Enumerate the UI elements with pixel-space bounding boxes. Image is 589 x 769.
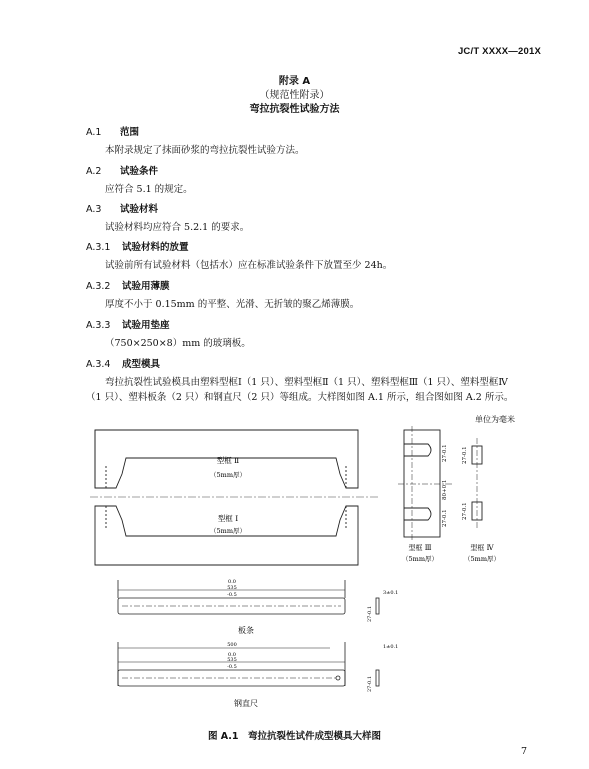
frame-2-label: 型框 Ⅱ: [216, 456, 240, 465]
ruler-tol: 0.0: [228, 652, 236, 658]
section-text: 弯拉抗裂性试验模具由塑料型框Ⅰ（1 只）、塑料型框Ⅱ（1 只）、塑料型框Ⅲ（1 只）、塑料型框Ⅳ（1 只）、塑料板条（2 只）和钢直尺（2 只）等组成。大样图如图 A.1 所示，组合图如图 A.2 所示。: [86, 377, 514, 403]
section-text: 试验前所有试验材料（包括水）应在标准试验条件下放置至少 24h。: [105, 260, 393, 271]
frame-3-label: 型框 Ⅲ: [408, 544, 432, 552]
strip-tol: 0.0: [228, 579, 236, 585]
dim-27b: 27-0.1: [442, 509, 448, 527]
section-number: A.3: [86, 204, 102, 215]
strip-width: 27-0.1: [367, 605, 373, 622]
section-title: 成型模具: [122, 359, 161, 370]
ruler-label: 钢直尺: [234, 699, 258, 708]
ruler-total: 500: [227, 642, 237, 648]
section-number: A.2: [86, 166, 102, 177]
frame-4-label: 型框 Ⅳ: [470, 544, 494, 552]
frame-1-thickness: （5mm厚）: [210, 527, 246, 535]
dim-80: 80+0.1: [442, 479, 448, 500]
section-text: 厚度不小于 0.15mm 的平整、光滑、无折皱的聚乙烯薄膜。: [105, 299, 360, 310]
figure-caption: 图 A.1 弯拉抗裂性试件成型模具大样图: [207, 731, 382, 742]
frame-4-drawing: [472, 438, 482, 530]
section-number: A.3.3: [86, 320, 111, 331]
section-text: 试验材料均应符合 5.2.1 的要求。: [105, 222, 250, 233]
section-text: 应符合 5.1 的规定。: [105, 184, 193, 195]
appendix-name: 弯拉抗裂性试验方法: [249, 104, 340, 115]
ruler-width: 27-0.1: [367, 675, 373, 692]
appendix-title: 附录 A: [278, 76, 311, 87]
section-title: 试验用薄膜: [122, 281, 170, 292]
frame-4-thickness: （5mm厚）: [464, 555, 500, 563]
dim-f4a: 27-0.1: [462, 446, 468, 464]
strip-label: 板条: [238, 626, 254, 635]
strip-tol-neg: -0.5: [227, 592, 237, 598]
ruler-tol-neg: -0.5: [227, 664, 237, 670]
appendix-subtitle: （规范性附录）: [259, 90, 330, 101]
frame-3-thickness: （5mm厚）: [402, 555, 438, 563]
section-number: A.3.1: [86, 242, 111, 253]
frame-1-label: 型框 Ⅰ: [217, 514, 239, 523]
standard-code: JC/T XXXX—201X: [457, 46, 541, 57]
section-title: 试验用垫座: [122, 320, 170, 331]
unit-note: 单位为毫米: [475, 415, 515, 424]
ruler-drawing: [118, 642, 379, 686]
section-text: 本附录规定了抹面砂浆的弯拉抗裂性试验方法。: [105, 145, 305, 156]
page-number: 7: [520, 746, 527, 757]
section-number: A.3.4: [86, 359, 111, 370]
dim-27a: 27-0.1: [442, 444, 448, 462]
strip-thickness: 3±0.1: [383, 590, 399, 596]
strip-drawing: [118, 580, 379, 614]
section-title: 试验材料的放置: [122, 242, 189, 253]
section-title: 试验材料: [120, 204, 159, 215]
ruler-length: 535: [227, 657, 237, 663]
section-title: 试验条件: [120, 166, 159, 177]
dim-f4b: 27-0.1: [462, 502, 468, 520]
section-title: 范围: [120, 127, 140, 138]
strip-length: 535: [227, 585, 237, 591]
section-number: A.3.2: [86, 281, 111, 292]
ruler-thickness: 1±0.1: [383, 644, 399, 650]
section-number: A.1: [86, 127, 102, 138]
frame-2-thickness: （5mm厚）: [210, 471, 246, 479]
section-text: （750×250×8）mm 的玻璃板。: [105, 338, 251, 349]
